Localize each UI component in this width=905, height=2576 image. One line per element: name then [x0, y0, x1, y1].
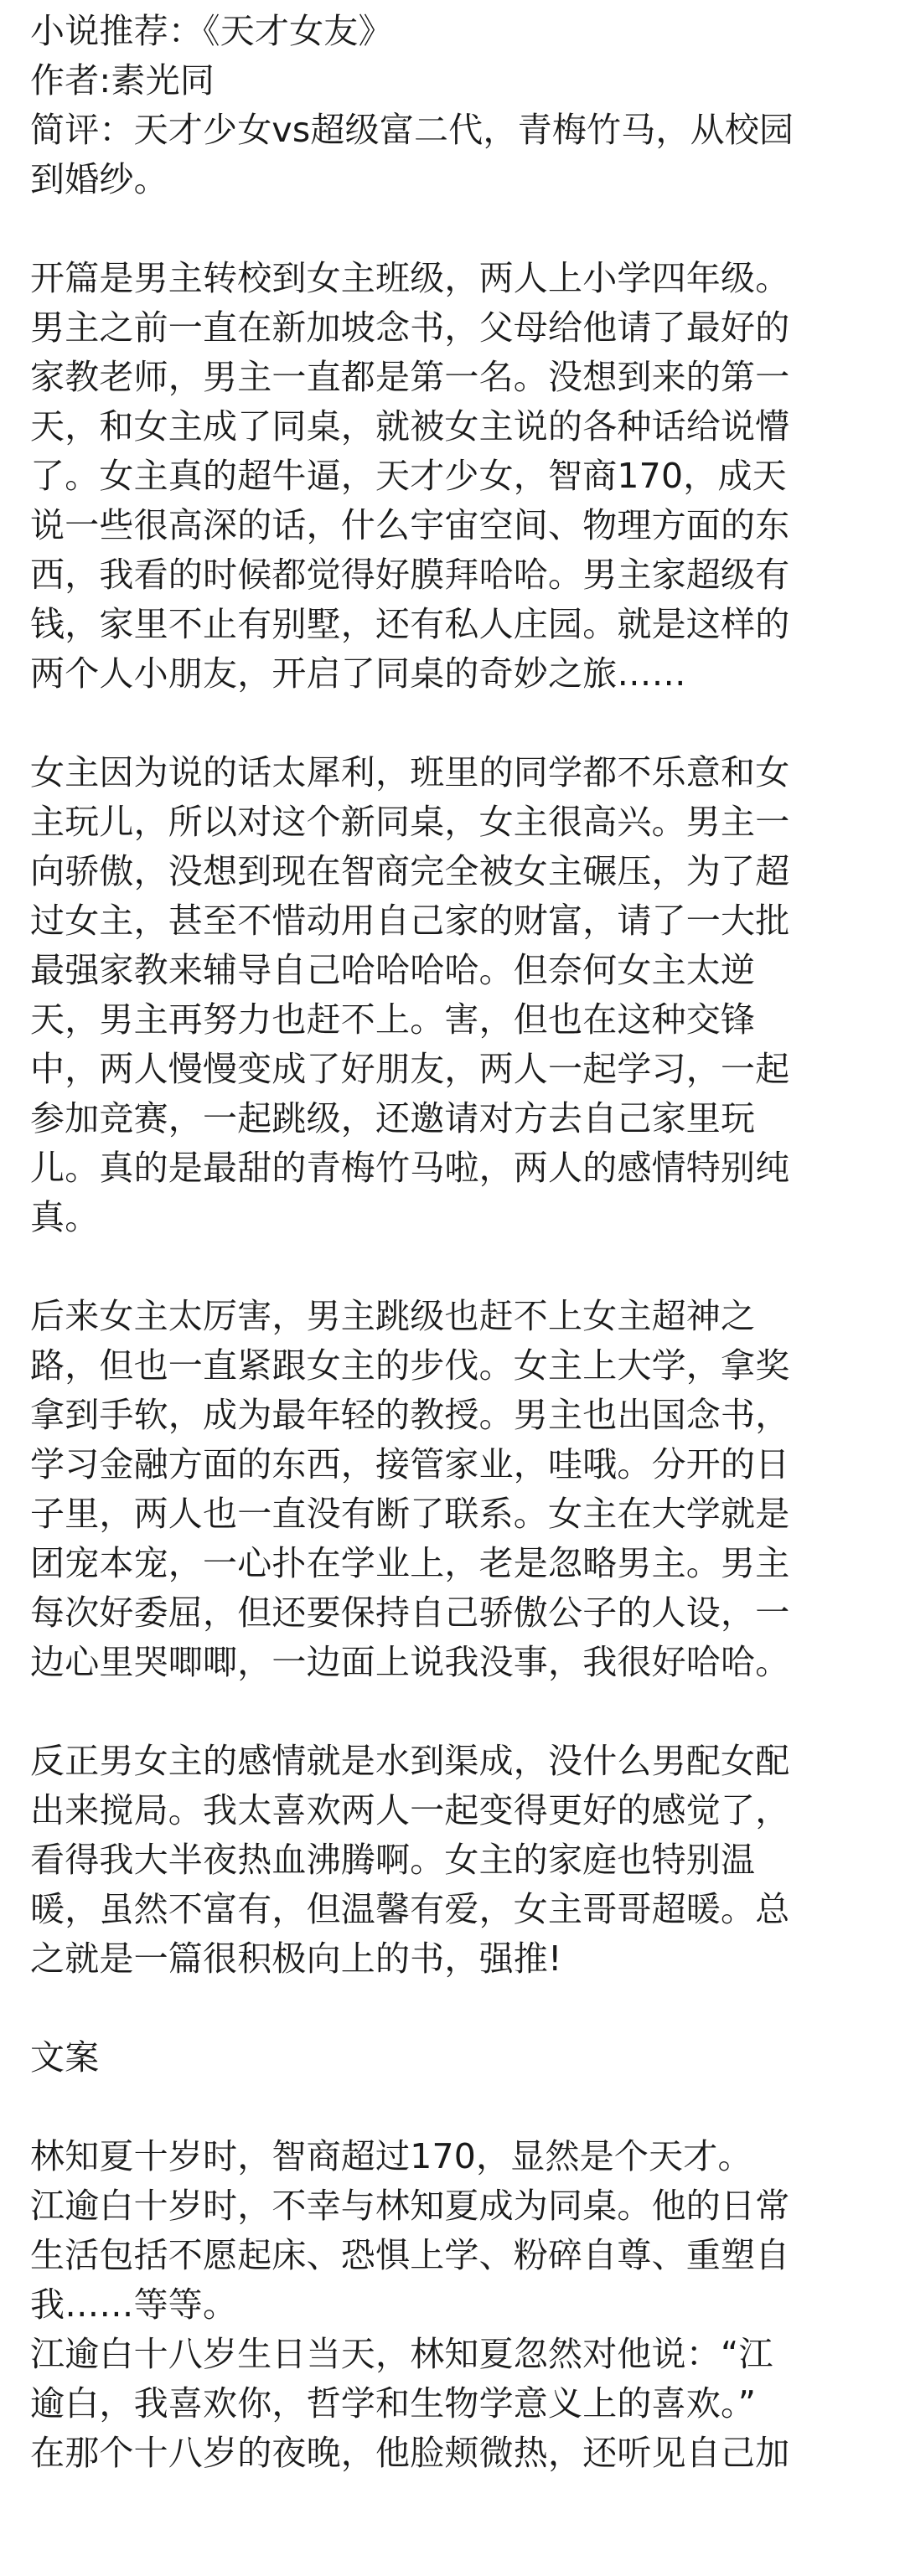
text-line: 子里，两人也一直没有断了联系。女主在大学就是: [30, 1494, 790, 1534]
text-line: 每次好委屈，但还要保持自己骄傲公子的人设，一: [30, 1593, 790, 1633]
author-line: 作者:素光同: [30, 60, 215, 101]
paragraph-blurb: [30, 2132, 885, 2478]
text-line: 真。: [30, 1197, 100, 1237]
text-line: 反正男女主的感情就是水到渠成，没什么男配女配: [30, 1741, 790, 1781]
text-line: 过女主，甚至不惜动用自己家的财富，请了一大批: [30, 901, 790, 941]
text-line: 参加竞赛，一起跳级，还邀请对方去自己家里玩: [30, 1098, 756, 1138]
text-line: 生活包括不愿起床、恐惧上学、粉碎自尊、重塑自: [30, 2235, 790, 2275]
section-heading-text: 文案: [30, 2037, 100, 2078]
text-line: 学习金融方面的东西，接管家业，哇哦。分开的日: [30, 1444, 790, 1484]
text-line: 儿。真的是最甜的青梅竹马啦，两人的感情特别纯: [30, 1148, 790, 1188]
text-line: 两个人小朋友，开启了同桌的奇妙之旅……: [30, 653, 686, 694]
text-line: 逾白，我喜欢你，哲学和生物学意义上的喜欢。”: [30, 2383, 757, 2424]
text-line: 中，两人慢慢变成了好朋友，两人一起学习，一起: [30, 1049, 790, 1089]
text-line: 我……等等。: [30, 2284, 238, 2325]
text-line: 天，男主再努力也赶不上。害，但也在这种交锋: [30, 999, 756, 1040]
article: [30, 7, 885, 2478]
text-line: 江逾白十八岁生日当天，林知夏忽然对他说：“江: [30, 2334, 773, 2374]
paragraph-gap: [30, 204, 885, 254]
text-line: 边心里哭唧唧，一边面上说我没事，我很好哈哈。: [30, 1642, 790, 1682]
summary-line: 到婚纱。: [30, 159, 168, 199]
paragraph-later: [30, 1292, 885, 1687]
book-title-line: 小说推荐：《天才女友》: [30, 11, 393, 51]
text-line: 拿到手软，成为最年轻的教授。男主也出国念书，: [30, 1395, 790, 1435]
text-line: 天，和女主成了同桌，就被女主说的各种话给说懵: [30, 406, 790, 447]
text-line: 江逾白十岁时，不幸与林知夏成为同桌。他的日常: [30, 2186, 790, 2226]
text-line: 开篇是男主转校到女主班级，两人上小学四年级。: [30, 258, 790, 298]
text-line: 路，但也一直紧跟女主的步伐。女主上大学，拿奖: [30, 1345, 790, 1386]
text-line: 在那个十八岁的夜晚，他脸颊微热，还听见自己加: [30, 2433, 790, 2473]
section-heading: [30, 2033, 885, 2083]
text-line: 之就是一篇很积极向上的书，强推!: [30, 1938, 562, 1979]
paragraph-opening: [30, 254, 885, 699]
text-line: 了。女主真的超牛逼，天才少女，智商170，成天: [30, 456, 787, 496]
text-line: 出来搅局。我太喜欢两人一起变得更好的感觉了，: [30, 1790, 790, 1830]
text-line: 主玩儿，所以对这个新同桌，女主很高兴。男主一: [30, 802, 790, 842]
text-line: 团宠本宠，一心扑在学业上，老是忽略男主。男主: [30, 1543, 790, 1583]
paragraph-recommendation: [30, 1737, 885, 1984]
summary-line: 简评：天才少女vs超级富二代，青梅竹马，从校园: [30, 110, 794, 150]
text-line: 向骄傲，没想到现在智商完全被女主碾压，为了超: [30, 851, 790, 891]
text-line: 说一些很高深的话，什么宇宙空间、物理方面的东: [30, 505, 790, 545]
paragraph-rivalry: [30, 748, 885, 1242]
text-line: 家教老师，男主一直都是第一名。没想到来的第一: [30, 357, 790, 397]
text-line: 钱，家里不止有别墅，还有私人庄园。就是这样的: [30, 604, 790, 644]
text-line: 男主之前一直在新加坡念书，父母给他请了最好的: [30, 307, 790, 348]
paragraph-gap: [30, 1242, 885, 1292]
text-line: 西，我看的时候都觉得好膜拜哈哈。男主家超级有: [30, 555, 790, 595]
text-line: 暖，虽然不富有，但温馨有爱，女主哥哥超暖。总: [30, 1889, 790, 1929]
paragraph-gap: [30, 1687, 885, 1737]
text-line: 最强家教来辅导自己哈哈哈哈。但奈何女主太逆: [30, 950, 756, 990]
text-line: 后来女主太厉害，男主跳级也赶不上女主超神之: [30, 1296, 756, 1336]
paragraph-gap: [30, 699, 885, 748]
text-line: 看得我大半夜热血沸腾啊。女主的家庭也特别温: [30, 1840, 756, 1880]
paragraph-gap: [30, 1984, 885, 2033]
text-line: 林知夏十岁时，智商超过170，显然是个天才。: [30, 2136, 752, 2176]
paragraph-gap: [30, 2083, 885, 2132]
text-line: 女主因为说的话太犀利，班里的同学都不乐意和女: [30, 752, 790, 792]
